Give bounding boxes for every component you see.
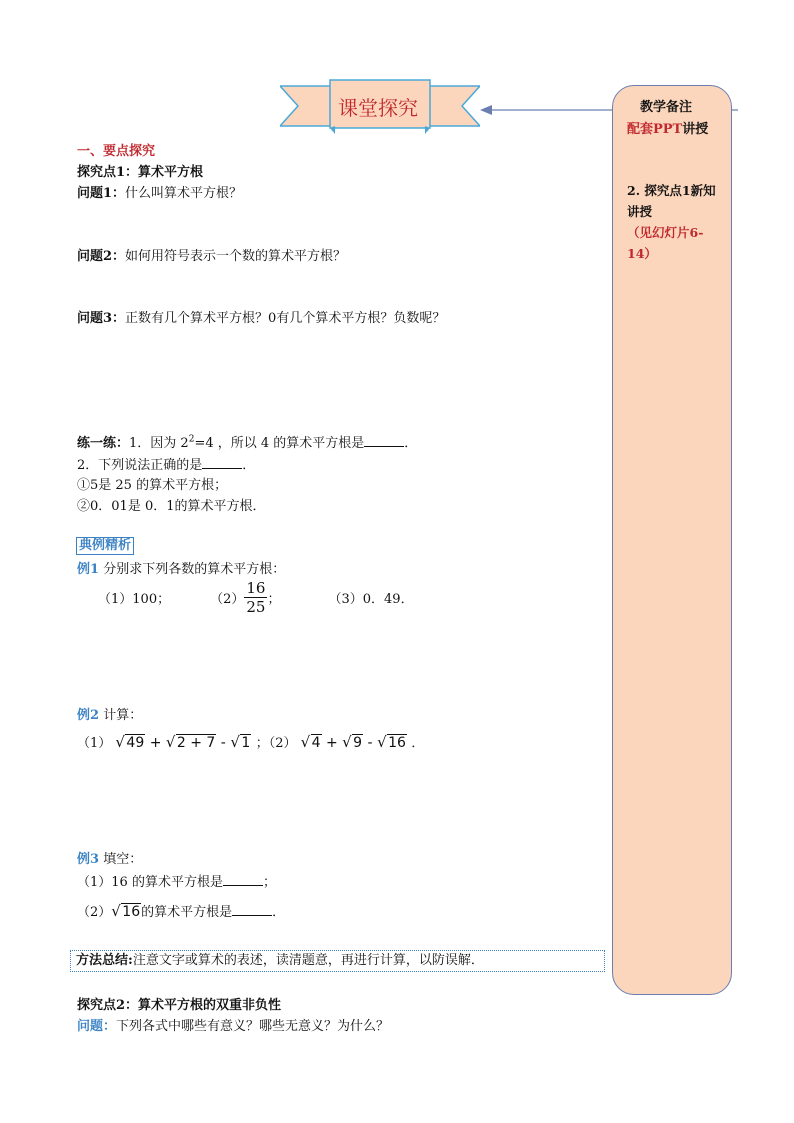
section-title: 一、要点探究 (77, 144, 156, 159)
fraction-numerator: 16 (246, 578, 266, 597)
summary-text: 注意文字或算术的表述，读清题意，再进行计算，以防误解． (132, 953, 484, 968)
example-2 (77, 704, 142, 723)
example-3-a (77, 871, 276, 890)
op-minus-1: - (220, 735, 226, 751)
practice-item-2 (77, 454, 255, 473)
summary-label: 方法总结: (76, 953, 133, 968)
ex3-a: （1）16 的算术平方根是 (77, 875, 223, 890)
point1-title: 探究点1：算术平方根 (77, 165, 204, 180)
sqrt-icon (230, 735, 251, 751)
method-summary (70, 950, 605, 972)
sqrt-icon (111, 904, 141, 920)
q2-text: 如何用符号表示一个数的算术平方根？ (125, 249, 347, 264)
ex3-a-end: ； (262, 875, 276, 890)
practice-2-blank (202, 456, 242, 469)
radicand-3: 1 (241, 735, 251, 751)
example-1-items (98, 577, 414, 617)
example-3 (77, 848, 142, 867)
ex2-label: 例2 (77, 708, 100, 723)
practice-1b: =4 ，所以 4 的算术平方根是 (194, 436, 365, 451)
ex2-expr-1 (115, 735, 255, 751)
ex2-sep: ；（2） (255, 736, 297, 751)
practice-1a: 1．因为 2 (129, 436, 189, 451)
practice-option-1: ①5是 25 的算术平方根； (77, 478, 228, 493)
radicand-1: 49 (126, 735, 145, 751)
example-1 (77, 558, 285, 577)
ex3-b-end: ． (272, 905, 286, 920)
sqrt-icon (166, 735, 216, 751)
notes-point: 2. 探究点1新知讲授 (627, 183, 716, 219)
sqrt-icon (377, 735, 407, 751)
banner-title: 课堂探究 (338, 96, 418, 120)
ex3-b: 的算术平方根是 (141, 905, 233, 920)
sqrt-icon (342, 735, 363, 751)
ex1-b: （2） (210, 591, 245, 607)
question-3 (77, 307, 445, 326)
sqrt-icon (301, 735, 322, 751)
ex2-text: 计算： (103, 708, 143, 723)
ex2-p1: （1） (77, 736, 112, 751)
point2-q-label: 问题： (77, 1019, 117, 1034)
notes-ppt-line (627, 118, 708, 137)
ex3-a-blank (223, 873, 263, 886)
radicand-4: 4 (311, 735, 321, 751)
fraction (244, 579, 267, 616)
q3-label: 问题3： (77, 311, 126, 326)
q1-text: 什么叫算术平方根？ (125, 186, 243, 201)
ex3-label: 例3 (77, 852, 100, 867)
practice-1-end: ． (404, 436, 418, 451)
example-2-expression (77, 732, 424, 751)
op-plus-2: + (325, 735, 338, 751)
examples-tag: 典例精析 (76, 537, 134, 555)
ex1-label: 例1 (77, 562, 100, 577)
op-plus-1: + (149, 735, 162, 751)
notes-ppt-black: 讲授 (682, 122, 709, 137)
radicand-2: 2 + 7 (176, 735, 216, 751)
radicand-6: 16 (388, 735, 406, 751)
example-3-b (77, 901, 285, 920)
fraction-denominator: 25 (246, 597, 266, 616)
sqrt-icon (115, 735, 145, 751)
ex2-expr-2 (301, 735, 412, 751)
question-1 (77, 182, 242, 201)
notes-slides: （见幻灯片6-14） (627, 225, 704, 261)
q1-label: 问题1： (77, 186, 126, 201)
practice-item-1 (77, 432, 417, 451)
radicand-5: 9 (353, 735, 363, 751)
op-minus-2: - (367, 735, 373, 751)
ex1-c: （3）0．49． (328, 591, 414, 607)
ex1-a: （1）100； (98, 591, 171, 607)
practice-option-2: ②0．01是 0．1的算术平方根． (77, 499, 266, 514)
radicand-7: 16 (122, 904, 141, 920)
ex1-b-end: ； (267, 591, 281, 607)
point2-q-text: 下列各式中哪些有意义？哪些无意义？为什么？ (116, 1019, 390, 1034)
q2-label: 问题2： (77, 249, 126, 264)
ex3-b-pre: （2） (77, 905, 112, 920)
practice-1-blank (364, 434, 404, 447)
ex3-b-blank (232, 903, 272, 916)
notes-heading: 教学备注 (640, 100, 693, 115)
practice-2-end: ． (242, 458, 256, 473)
question-2 (77, 245, 346, 264)
practice-2a: 2．下列说法正确的是 (77, 458, 203, 473)
ex3-text: 填空： (103, 852, 143, 867)
practice-1-sup: 2 (188, 434, 195, 445)
notes-ppt-red: 配套PPT (627, 122, 683, 137)
q3-text: 正数有几个算术平方根？0有几个算术平方根？负数呢？ (125, 311, 446, 326)
point2-title: 探究点2：算术平方根的双重非负性 (77, 998, 282, 1013)
point2-question (77, 1015, 389, 1034)
ex1-text: 分别求下列各数的算术平方根： (103, 562, 286, 577)
ex2-end: ． (411, 736, 425, 751)
practice-label: 练一练： (77, 436, 130, 451)
